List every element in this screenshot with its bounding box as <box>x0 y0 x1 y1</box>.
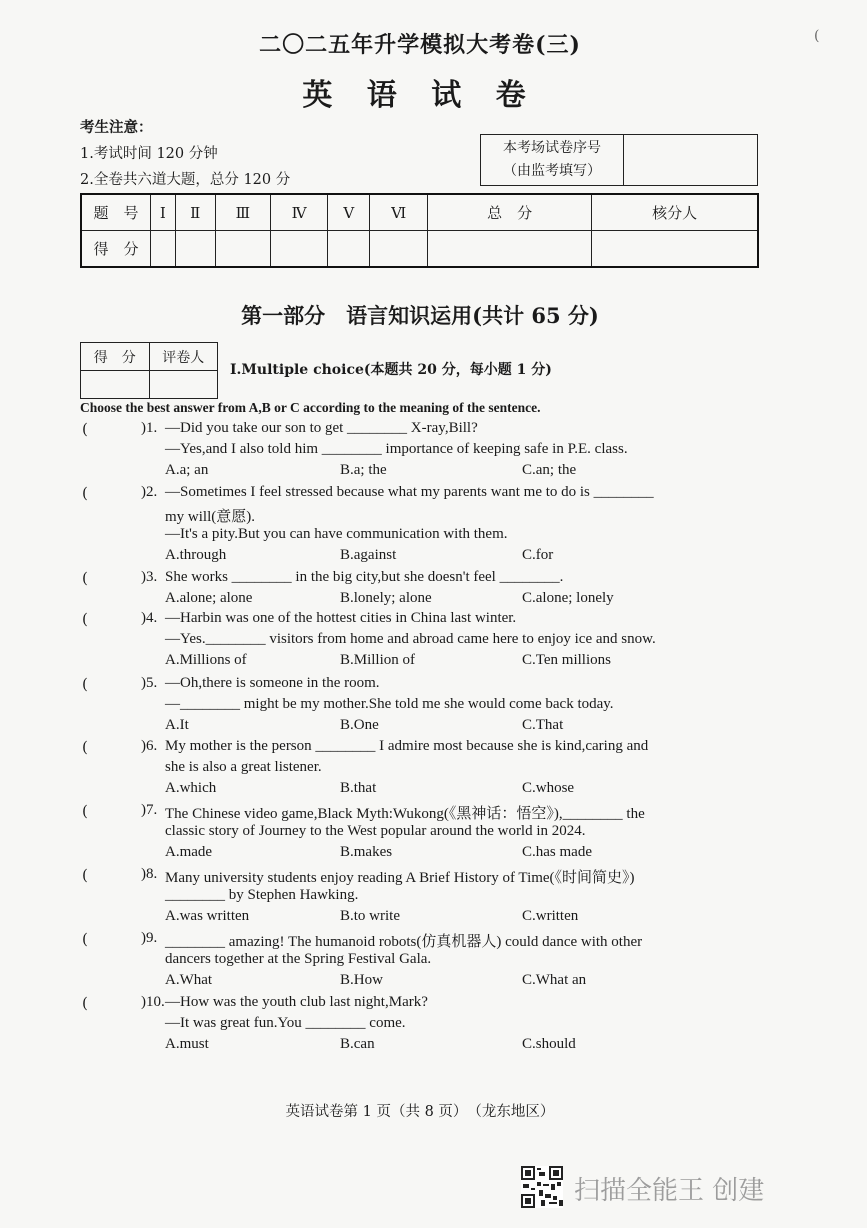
score-header-label: 题 号 <box>81 194 151 231</box>
option-c: C.an; the <box>522 462 577 478</box>
question-text: —Yes.________ visitors from home and abroad came here to enjoy ice and snow. <box>165 631 656 647</box>
notice-heading: 考生注意： <box>80 119 153 136</box>
option-b: B.lonely; alone <box>340 590 432 606</box>
score-cell[interactable] <box>592 231 758 268</box>
option-a: A.was written <box>165 908 250 924</box>
question-text: —It was great fun.You ________ come. <box>165 1015 406 1031</box>
answer-paren[interactable]: ( <box>82 675 88 693</box>
score-cell[interactable] <box>151 231 176 268</box>
option-a: A.which <box>165 780 217 796</box>
option-b: B.How <box>340 972 383 988</box>
option-b: B.against <box>340 547 397 563</box>
question-number: )9. <box>141 930 158 946</box>
score-table-header-row <box>81 194 758 231</box>
question-text: The Chinese video game,Black Myth:Wukong(《黑神话：悟空》),________ the <box>165 806 645 822</box>
option-b: B.One <box>340 717 379 733</box>
question-text: —How was the youth club last night,Mark? <box>165 994 428 1010</box>
score-header-2: Ⅱ <box>175 194 215 231</box>
score-header-4: Ⅳ <box>271 194 328 231</box>
option-c: C.What an <box>522 972 587 988</box>
exam-title: 二〇二五年升学模拟大考卷(三) <box>259 32 581 58</box>
question-text: classic story of Journey to the West popular around the world in 2024. <box>165 823 586 839</box>
grader-name-cell[interactable] <box>149 371 218 399</box>
seq-label-line2: （由监考填写） <box>503 163 601 179</box>
answer-paren[interactable]: ( <box>82 866 88 884</box>
option-c: C.has made <box>522 844 592 860</box>
question-text: —Harbin was one of the hottest cities in China last winter. <box>165 610 517 626</box>
option-a: A.alone; alone <box>165 590 253 606</box>
option-c: C.whose <box>522 780 575 796</box>
score-cell[interactable] <box>427 231 591 268</box>
question-text: my will(意愿). <box>165 509 255 525</box>
score-header-total: 总 分 <box>427 194 591 231</box>
score-header-checker: 核分人 <box>592 194 758 231</box>
seq-number-box <box>480 134 758 186</box>
option-a: A.a; an <box>165 462 209 478</box>
seq-number-label <box>481 135 624 185</box>
part-title: Ⅰ.Multiple choice(本题共 20 分，每小题 1 分) <box>230 362 552 378</box>
score-cell[interactable] <box>328 231 370 268</box>
answer-paren[interactable]: ( <box>82 420 88 438</box>
option-a: A.made <box>165 844 213 860</box>
question-text: dancers together at the Spring Festival Gala. <box>165 951 432 967</box>
grader-score-cell[interactable] <box>81 371 150 399</box>
grader-name-label: 评卷人 <box>149 343 218 371</box>
option-c: C.Ten millions <box>522 652 611 668</box>
answer-paren[interactable]: ( <box>82 569 88 587</box>
option-a: A.Millions of <box>165 652 247 668</box>
answer-paren[interactable]: ( <box>82 802 88 820</box>
score-table <box>80 193 759 268</box>
scanner-watermark: 扫描全能王 创建 <box>574 1176 765 1206</box>
score-header-5: Ⅴ <box>328 194 370 231</box>
question-text: she is also a great listener. <box>165 759 322 775</box>
score-header-6: Ⅵ <box>370 194 427 231</box>
grader-score-label: 得 分 <box>81 343 150 371</box>
page-footer: 英语试卷第 1 页（共 8 页） （龙东地区） <box>285 1104 555 1120</box>
seq-number-field[interactable] <box>624 135 757 185</box>
question-number: )7. <box>141 802 158 818</box>
score-cell[interactable] <box>271 231 328 268</box>
question-number: )1. <box>141 420 158 436</box>
grader-box <box>80 342 218 399</box>
score-cell[interactable] <box>370 231 427 268</box>
notice-item-1: 1.考试时间 120 分钟 <box>80 146 218 162</box>
score-header-3: Ⅲ <box>215 194 270 231</box>
option-c: C.alone; lonely <box>522 590 614 606</box>
score-header-1: Ⅰ <box>151 194 176 231</box>
option-b: B.that <box>340 780 377 796</box>
seq-label-line1: 本考场试卷序号 <box>503 140 601 156</box>
option-b: B.can <box>340 1036 375 1052</box>
notice-item-2: 2.全卷共六道大题，总分 120 分 <box>80 172 291 188</box>
corner-mark: ( <box>814 28 820 44</box>
qr-code-icon <box>521 1166 563 1208</box>
question-number: )6. <box>141 738 158 754</box>
question-number: )8. <box>141 866 158 882</box>
question-text: ________ amazing! The humanoid robots(仿真机器人) could dance with other <box>165 934 643 950</box>
option-a: A.It <box>165 717 189 733</box>
score-cell[interactable] <box>215 231 270 268</box>
question-text: Many university students enjoy reading A Brief History of Time(《时间简史》) <box>165 870 635 886</box>
score-cell[interactable] <box>175 231 215 268</box>
answer-paren[interactable]: ( <box>82 610 88 628</box>
question-text: —Yes,and I also told him ________ importance of keeping safe in P.E. class. <box>165 441 628 457</box>
option-b: B.a; the <box>340 462 387 478</box>
question-number: )3. <box>141 569 158 585</box>
question-number: )2. <box>141 484 158 500</box>
question-text: —Did you take our son to get ________ X-ray,Bill? <box>165 420 478 436</box>
question-text: My mother is the person ________ I admire most because she is kind,caring and <box>165 738 649 754</box>
option-a: A.must <box>165 1036 209 1052</box>
option-b: B.to write <box>340 908 400 924</box>
question-text: —Oh,there is someone in the room. <box>165 675 380 691</box>
subject-title: 英 语 试 卷 <box>302 78 538 113</box>
option-b: B.Million of <box>340 652 416 668</box>
question-number: )5. <box>141 675 158 691</box>
option-c: C.written <box>522 908 579 924</box>
score-row-label: 得 分 <box>81 231 151 268</box>
question-number: )4. <box>141 610 158 626</box>
option-a: A.What <box>165 972 213 988</box>
option-c: C.should <box>522 1036 576 1052</box>
question-text: ________ by Stephen Hawking. <box>165 887 359 903</box>
section-title: 第一部分 语言知识运用(共计 65 分) <box>241 303 599 328</box>
answer-paren[interactable]: ( <box>82 484 88 502</box>
score-table-score-row <box>81 231 758 268</box>
instruction: Choose the best answer from A,B or C according to the meaning of the sentence. <box>80 400 541 415</box>
question-number: )10. <box>141 994 165 1010</box>
answer-paren[interactable]: ( <box>82 738 88 756</box>
question-text: She works ________ in the big city,but she doesn't feel ________. <box>165 569 564 585</box>
answer-paren[interactable]: ( <box>82 930 88 948</box>
question-text: —Sometimes I feel stressed because what my parents want me to do is ________ <box>165 484 654 500</box>
question-text: —It's a pity.But you can have communication with them. <box>165 526 508 542</box>
answer-paren[interactable]: ( <box>82 994 88 1012</box>
question-text: —________ might be my mother.She told me she would come back today. <box>165 696 614 712</box>
option-a: A.through <box>165 547 227 563</box>
option-c: C.That <box>522 717 564 733</box>
option-b: B.makes <box>340 844 393 860</box>
option-c: C.for <box>522 547 554 563</box>
